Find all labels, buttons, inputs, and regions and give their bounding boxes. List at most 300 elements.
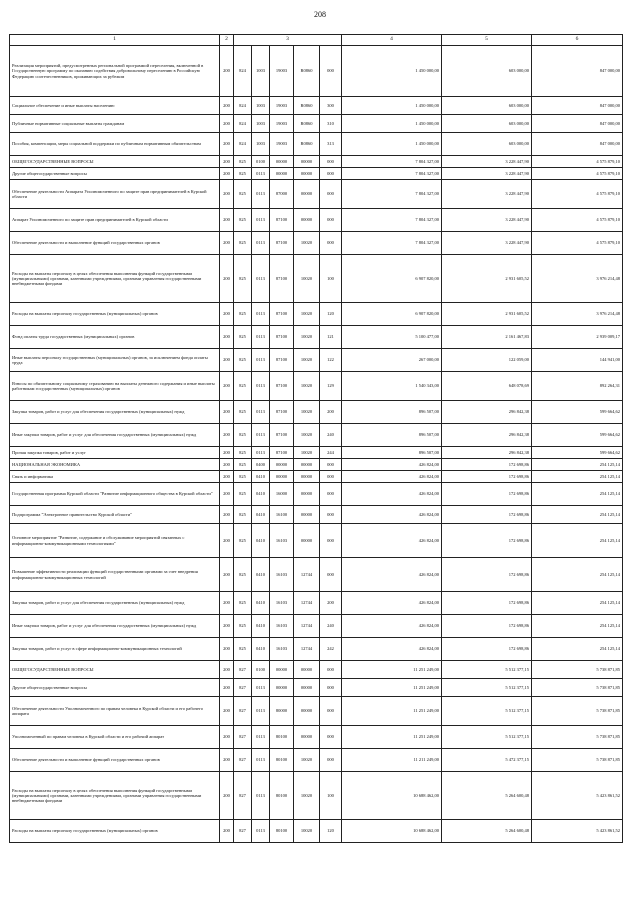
value-plan: 896 507,00	[342, 401, 442, 424]
header-cell: 3	[234, 35, 342, 46]
code-program: 87100	[270, 232, 294, 255]
value-executed: 5 512 377,15	[442, 726, 532, 749]
code-expense-type: 200	[320, 401, 342, 424]
code-ministry: 825	[234, 558, 252, 592]
code-direction: 10020	[294, 349, 320, 372]
code-section: 1003	[252, 133, 270, 156]
value-executed: 172 698,86	[442, 638, 532, 661]
code-direction: 00000	[294, 471, 320, 483]
code-program: 87100	[270, 349, 294, 372]
code-chapter: 200	[220, 459, 234, 471]
table-row	[10, 401, 623, 424]
row-name: ОБЩЕГОСУДАРСТВЕННЫЕ ВОПРОСЫ	[10, 156, 220, 168]
code-ministry: 825	[234, 524, 252, 558]
code-ministry: 825	[234, 303, 252, 326]
value-plan: 426 824,00	[342, 592, 442, 615]
code-direction: 00000	[294, 506, 320, 524]
code-section: 0113	[252, 168, 270, 180]
value-plan: 11 251 249,00	[342, 726, 442, 749]
code-chapter: 200	[220, 255, 234, 303]
code-direction: 10020	[294, 447, 320, 459]
value-plan: 7 804 327,00	[342, 180, 442, 209]
code-section: 0113	[252, 232, 270, 255]
code-ministry: 824	[234, 97, 252, 115]
row-name: Публичные нормативные социальные выплаты гражданам	[10, 115, 220, 133]
value-plan: 426 824,00	[342, 506, 442, 524]
code-direction: 00000	[294, 209, 320, 232]
value-remaining: 4 575 879,10	[532, 209, 623, 232]
table-row	[10, 372, 623, 401]
code-ministry: 825	[234, 592, 252, 615]
code-direction: 00000	[294, 459, 320, 471]
code-expense-type: 000	[320, 697, 342, 726]
value-remaining: 254 125,14	[532, 592, 623, 615]
table-row	[10, 820, 623, 843]
code-direction: 10020	[294, 303, 320, 326]
code-section: 0113	[252, 726, 270, 749]
value-remaining: 4 575 879,10	[532, 168, 623, 180]
code-ministry: 825	[234, 156, 252, 168]
code-section: 0113	[252, 303, 270, 326]
code-section: 0410	[252, 638, 270, 661]
code-ministry: 827	[234, 772, 252, 820]
code-direction: 10020	[294, 372, 320, 401]
row-name: Фонд оплаты труда государственных (муниципальных) органов	[10, 326, 220, 349]
value-plan: 896 507,00	[342, 424, 442, 447]
row-name: Подпрограмма "Электронное правительство Курской области"	[10, 506, 220, 524]
table-row	[10, 638, 623, 661]
code-direction: 00000	[294, 726, 320, 749]
code-program: 19003	[270, 133, 294, 156]
value-remaining: 254 125,14	[532, 459, 623, 471]
row-name: Пособия, компенсации, меры социальной поддержки по публичным нормативным обязательствам	[10, 133, 220, 156]
code-chapter: 200	[220, 115, 234, 133]
value-executed: 172 698,86	[442, 524, 532, 558]
code-program: 87100	[270, 303, 294, 326]
code-expense-type: 000	[320, 180, 342, 209]
code-program: 00000	[270, 661, 294, 679]
value-executed: 2 161 467,83	[442, 326, 532, 349]
value-executed: 5 264 600,48	[442, 772, 532, 820]
code-direction: 10020	[294, 232, 320, 255]
code-ministry: 827	[234, 726, 252, 749]
code-section: 0100	[252, 661, 270, 679]
code-direction: 00000	[294, 661, 320, 679]
code-expense-type: 000	[320, 471, 342, 483]
value-executed: 3 228 447,90	[442, 232, 532, 255]
header-cell: 6	[532, 35, 623, 46]
code-program: 80000	[270, 697, 294, 726]
row-name: Расходы на выплаты персоналу государственных (муниципальных) органов	[10, 820, 220, 843]
code-ministry: 825	[234, 424, 252, 447]
code-section: 0113	[252, 679, 270, 697]
code-direction: R0860	[294, 46, 320, 97]
code-chapter: 200	[220, 424, 234, 447]
code-chapter: 200	[220, 209, 234, 232]
code-ministry: 824	[234, 133, 252, 156]
value-executed: 5 264 600,48	[442, 820, 532, 843]
code-direction: 10020	[294, 401, 320, 424]
code-section: 1003	[252, 46, 270, 97]
code-ministry: 825	[234, 483, 252, 506]
code-section: 0410	[252, 615, 270, 638]
value-remaining: 254 125,14	[532, 471, 623, 483]
code-program: 00000	[270, 459, 294, 471]
code-chapter: 200	[220, 133, 234, 156]
code-ministry: 825	[234, 506, 252, 524]
row-name: Другие общегосударственные вопросы	[10, 679, 220, 697]
table-row	[10, 156, 623, 168]
table-row	[10, 349, 623, 372]
table-row	[10, 255, 623, 303]
code-expense-type: 000	[320, 232, 342, 255]
value-plan: 1 450 000,00	[342, 46, 442, 97]
code-ministry: 825	[234, 638, 252, 661]
code-section: 0400	[252, 459, 270, 471]
code-program: 80100	[270, 726, 294, 749]
value-remaining: 5 738 871,85	[532, 726, 623, 749]
code-chapter: 200	[220, 772, 234, 820]
code-ministry: 825	[234, 615, 252, 638]
header-cell: 4	[342, 35, 442, 46]
code-program: 87100	[270, 209, 294, 232]
code-direction: 10020	[294, 424, 320, 447]
code-expense-type: 000	[320, 209, 342, 232]
code-chapter: 200	[220, 506, 234, 524]
table-row	[10, 772, 623, 820]
value-executed: 5 512 377,15	[442, 679, 532, 697]
value-remaining: 847 000,00	[532, 46, 623, 97]
table-row	[10, 679, 623, 697]
code-chapter: 200	[220, 483, 234, 506]
code-chapter: 200	[220, 232, 234, 255]
code-direction: 00000	[294, 697, 320, 726]
table-row	[10, 661, 623, 679]
value-remaining: 5 738 871,85	[532, 679, 623, 697]
value-plan: 426 824,00	[342, 483, 442, 506]
code-chapter: 200	[220, 156, 234, 168]
value-executed: 172 698,86	[442, 459, 532, 471]
code-section: 0113	[252, 401, 270, 424]
row-name: Уполномоченный по правам человека в Курской области и его рабочий аппарат	[10, 726, 220, 749]
code-chapter: 200	[220, 820, 234, 843]
value-executed: 603 000,00	[442, 115, 532, 133]
row-name: Основное мероприятие "Развитие, содержание и обслуживание мероприятий связанных с информационно-коммуникационными технологиями"	[10, 524, 220, 558]
table-row	[10, 209, 623, 232]
code-chapter: 200	[220, 749, 234, 772]
code-section: 0113	[252, 180, 270, 209]
code-ministry: 825	[234, 401, 252, 424]
value-plan: 11 211 249,00	[342, 749, 442, 772]
value-executed: 296 842,38	[442, 401, 532, 424]
table-row	[10, 615, 623, 638]
value-executed: 603 000,00	[442, 133, 532, 156]
code-program: 87100	[270, 326, 294, 349]
value-remaining: 5 423 861,52	[532, 820, 623, 843]
value-executed: 5 512 377,15	[442, 697, 532, 726]
value-remaining: 5 738 871,85	[532, 697, 623, 726]
code-direction: 12744	[294, 638, 320, 661]
code-program: 87000	[270, 180, 294, 209]
row-name: НАЦИОНАЛЬНАЯ ЭКОНОМИКА	[10, 459, 220, 471]
code-expense-type: 300	[320, 97, 342, 115]
value-executed: 296 842,38	[442, 447, 532, 459]
value-plan: 5 100 477,00	[342, 326, 442, 349]
value-executed: 3 228 447,90	[442, 180, 532, 209]
value-remaining: 599 664,62	[532, 424, 623, 447]
code-section: 0113	[252, 447, 270, 459]
code-direction: 12744	[294, 615, 320, 638]
code-ministry: 827	[234, 661, 252, 679]
code-chapter: 200	[220, 697, 234, 726]
code-ministry: 827	[234, 820, 252, 843]
code-ministry: 827	[234, 749, 252, 772]
code-direction: 00000	[294, 180, 320, 209]
value-remaining: 4 575 879,10	[532, 180, 623, 209]
code-expense-type: 244	[320, 447, 342, 459]
code-direction: 10020	[294, 820, 320, 843]
code-chapter: 200	[220, 592, 234, 615]
table-row	[10, 749, 623, 772]
row-name: Расходы на выплаты персоналу в целях обеспечения выполнения функций государственными (муниципальными) органами, казенными учреждениями, органами управления государственными внебюджетными фондами	[10, 255, 220, 303]
table-row	[10, 697, 623, 726]
value-plan: 426 824,00	[342, 558, 442, 592]
row-name: Обеспечение деятельности Уполномоченного по правам человека в Курской области и его рабочего аппарата	[10, 697, 220, 726]
value-executed: 648 078,69	[442, 372, 532, 401]
code-chapter: 200	[220, 661, 234, 679]
code-ministry: 825	[234, 180, 252, 209]
row-name: Связь и информатика	[10, 471, 220, 483]
value-executed: 2 931 605,52	[442, 255, 532, 303]
value-remaining: 2 939 009,17	[532, 326, 623, 349]
code-section: 0410	[252, 592, 270, 615]
row-name: Иные закупки товаров, работ и услуг для обеспечения государственных (муниципальных) нужд	[10, 424, 220, 447]
code-ministry: 825	[234, 255, 252, 303]
code-program: 80100	[270, 749, 294, 772]
value-remaining: 599 664,62	[532, 447, 623, 459]
code-section: 0410	[252, 524, 270, 558]
value-plan: 426 824,00	[342, 615, 442, 638]
value-plan: 1 450 000,00	[342, 115, 442, 133]
code-section: 0113	[252, 209, 270, 232]
code-section: 0410	[252, 558, 270, 592]
value-executed: 172 698,86	[442, 483, 532, 506]
row-name: Иные закупки товаров, работ и услуг для обеспечения государственных (муниципальных) нужд	[10, 615, 220, 638]
code-ministry: 824	[234, 46, 252, 97]
value-executed: 5 472 377,15	[442, 749, 532, 772]
code-chapter: 200	[220, 349, 234, 372]
value-plan: 1 450 000,00	[342, 133, 442, 156]
code-direction: 00000	[294, 483, 320, 506]
value-executed: 172 698,86	[442, 558, 532, 592]
value-executed: 172 698,86	[442, 615, 532, 638]
code-direction: 00000	[294, 168, 320, 180]
row-name: ОБЩЕГОСУДАРСТВЕННЫЕ ВОПРОСЫ	[10, 661, 220, 679]
code-program: 16103	[270, 615, 294, 638]
table-row	[10, 133, 623, 156]
value-remaining: 254 125,14	[532, 524, 623, 558]
row-name: Иные выплаты персоналу государственных (муниципальных) органов, за исключением фонда оплаты труда	[10, 349, 220, 372]
code-program: 00000	[270, 471, 294, 483]
row-name: Государственная программа Курской области "Развитие информационного общества в Курской области"	[10, 483, 220, 506]
value-executed: 296 842,38	[442, 424, 532, 447]
code-expense-type: 120	[320, 820, 342, 843]
code-program: 19003	[270, 46, 294, 97]
code-expense-type: 000	[320, 749, 342, 772]
code-ministry: 825	[234, 471, 252, 483]
row-name: Закупка товаров, работ и услуг для обеспечения государственных (муниципальных) нужд	[10, 401, 220, 424]
code-expense-type: 100	[320, 772, 342, 820]
row-name: Закупка товаров, работ и услуг в сфере информационно-коммуникационных технологий	[10, 638, 220, 661]
row-name: Расходы на выплаты персоналу государственных (муниципальных) органов	[10, 303, 220, 326]
code-expense-type: 000	[320, 46, 342, 97]
code-expense-type: 000	[320, 156, 342, 168]
value-executed: 3 228 447,90	[442, 168, 532, 180]
value-remaining: 5 738 871,85	[532, 661, 623, 679]
row-name: Взносы по обязательному социальному страхованию на выплаты денежного содержания и иные выплаты работникам государственных (муниципальных) органов	[10, 372, 220, 401]
value-executed: 3 228 447,90	[442, 156, 532, 168]
code-direction: 10020	[294, 749, 320, 772]
table-row	[10, 97, 623, 115]
table-row	[10, 524, 623, 558]
code-section: 0113	[252, 772, 270, 820]
header-cell: 2	[220, 35, 234, 46]
code-expense-type: 000	[320, 661, 342, 679]
value-plan: 267 000,00	[342, 349, 442, 372]
value-plan: 896 507,00	[342, 447, 442, 459]
code-ministry: 827	[234, 679, 252, 697]
code-program: 00000	[270, 679, 294, 697]
code-chapter: 200	[220, 638, 234, 661]
code-section: 0113	[252, 424, 270, 447]
code-program: 16103	[270, 558, 294, 592]
code-direction: R0860	[294, 97, 320, 115]
code-direction: 00000	[294, 156, 320, 168]
code-program: 80100	[270, 820, 294, 843]
code-expense-type: 000	[320, 558, 342, 592]
table-row	[10, 471, 623, 483]
value-remaining: 254 125,14	[532, 615, 623, 638]
code-expense-type: 242	[320, 638, 342, 661]
table-row	[10, 326, 623, 349]
row-name: Аппарат Уполномоченного по защите прав предпринимателей в Курской области	[10, 209, 220, 232]
header-cell: 1	[10, 35, 220, 46]
code-section: 0113	[252, 697, 270, 726]
table-row	[10, 46, 623, 97]
code-section: 1003	[252, 97, 270, 115]
code-ministry: 825	[234, 168, 252, 180]
value-remaining: 3 976 214,48	[532, 303, 623, 326]
code-program: 80100	[270, 772, 294, 820]
table-row	[10, 232, 623, 255]
code-direction: 10020	[294, 326, 320, 349]
row-name: Закупка товаров, работ и услуг для обеспечения государственных (муниципальных) нужд	[10, 592, 220, 615]
code-expense-type: 000	[320, 679, 342, 697]
code-section: 0100	[252, 156, 270, 168]
code-expense-type: 200	[320, 592, 342, 615]
code-expense-type: 122	[320, 349, 342, 372]
code-chapter: 200	[220, 180, 234, 209]
code-program: 00000	[270, 156, 294, 168]
value-plan: 426 824,00	[342, 471, 442, 483]
code-ministry: 825	[234, 459, 252, 471]
code-section: 0113	[252, 820, 270, 843]
code-expense-type: 000	[320, 726, 342, 749]
code-section: 0113	[252, 749, 270, 772]
table-row	[10, 483, 623, 506]
code-expense-type: 100	[320, 255, 342, 303]
value-executed: 3 228 447,90	[442, 209, 532, 232]
table-row	[10, 168, 623, 180]
header-cell: 5	[442, 35, 532, 46]
value-remaining: 847 000,00	[532, 133, 623, 156]
code-program: 00000	[270, 168, 294, 180]
value-plan: 426 824,00	[342, 459, 442, 471]
value-plan: 426 824,00	[342, 638, 442, 661]
table-row	[10, 558, 623, 592]
value-remaining: 847 000,00	[532, 115, 623, 133]
value-remaining: 254 125,14	[532, 483, 623, 506]
code-expense-type: 000	[320, 168, 342, 180]
value-plan: 6 907 820,00	[342, 255, 442, 303]
code-chapter: 200	[220, 168, 234, 180]
row-name: Реализация мероприятий, предусмотренных региональной программой переселения, включенной в Государственную программу по оказанию содействия добровольному переселению в Российскую Федерацию соотечественников, проживающих за рубежом	[10, 46, 220, 97]
code-chapter: 200	[220, 679, 234, 697]
value-plan: 11 251 249,00	[342, 697, 442, 726]
value-plan: 7 804 327,00	[342, 168, 442, 180]
code-direction: 00000	[294, 524, 320, 558]
code-program: 87100	[270, 255, 294, 303]
table-row	[10, 506, 623, 524]
value-remaining: 4 575 879,10	[532, 156, 623, 168]
code-ministry: 827	[234, 697, 252, 726]
row-name: Расходы на выплаты персоналу в целях обеспечения выполнения функций государственными (муниципальными) органами, казенными учреждениями, органами управления государственными внебюджетными фондами	[10, 772, 220, 820]
code-program: 16103	[270, 524, 294, 558]
code-expense-type: 129	[320, 372, 342, 401]
value-remaining: 892 264,31	[532, 372, 623, 401]
value-executed: 2 931 605,52	[442, 303, 532, 326]
code-program: 19003	[270, 115, 294, 133]
code-chapter: 200	[220, 46, 234, 97]
value-executed: 172 698,86	[442, 471, 532, 483]
value-remaining: 4 575 879,10	[532, 232, 623, 255]
table-row	[10, 424, 623, 447]
value-remaining: 5 423 861,52	[532, 772, 623, 820]
value-remaining: 254 125,14	[532, 506, 623, 524]
code-program: 19003	[270, 97, 294, 115]
code-section: 1003	[252, 115, 270, 133]
code-chapter: 200	[220, 97, 234, 115]
value-remaining: 5 738 871,85	[532, 749, 623, 772]
value-plan: 1 540 343,00	[342, 372, 442, 401]
table-row	[10, 115, 623, 133]
code-direction: R0860	[294, 115, 320, 133]
code-direction: 00000	[294, 679, 320, 697]
code-section: 0113	[252, 255, 270, 303]
code-ministry: 825	[234, 447, 252, 459]
code-program: 16100	[270, 506, 294, 524]
code-chapter: 200	[220, 524, 234, 558]
row-name: Повышение эффективности реализации функций государственными органами за счет внедрения информационно-коммуникационных технологий	[10, 558, 220, 592]
value-plan: 426 824,00	[342, 524, 442, 558]
code-ministry: 825	[234, 209, 252, 232]
code-chapter: 200	[220, 447, 234, 459]
code-ministry: 825	[234, 326, 252, 349]
code-section: 0410	[252, 483, 270, 506]
table-row	[10, 726, 623, 749]
header-row	[10, 35, 623, 46]
value-plan: 7 804 327,00	[342, 156, 442, 168]
